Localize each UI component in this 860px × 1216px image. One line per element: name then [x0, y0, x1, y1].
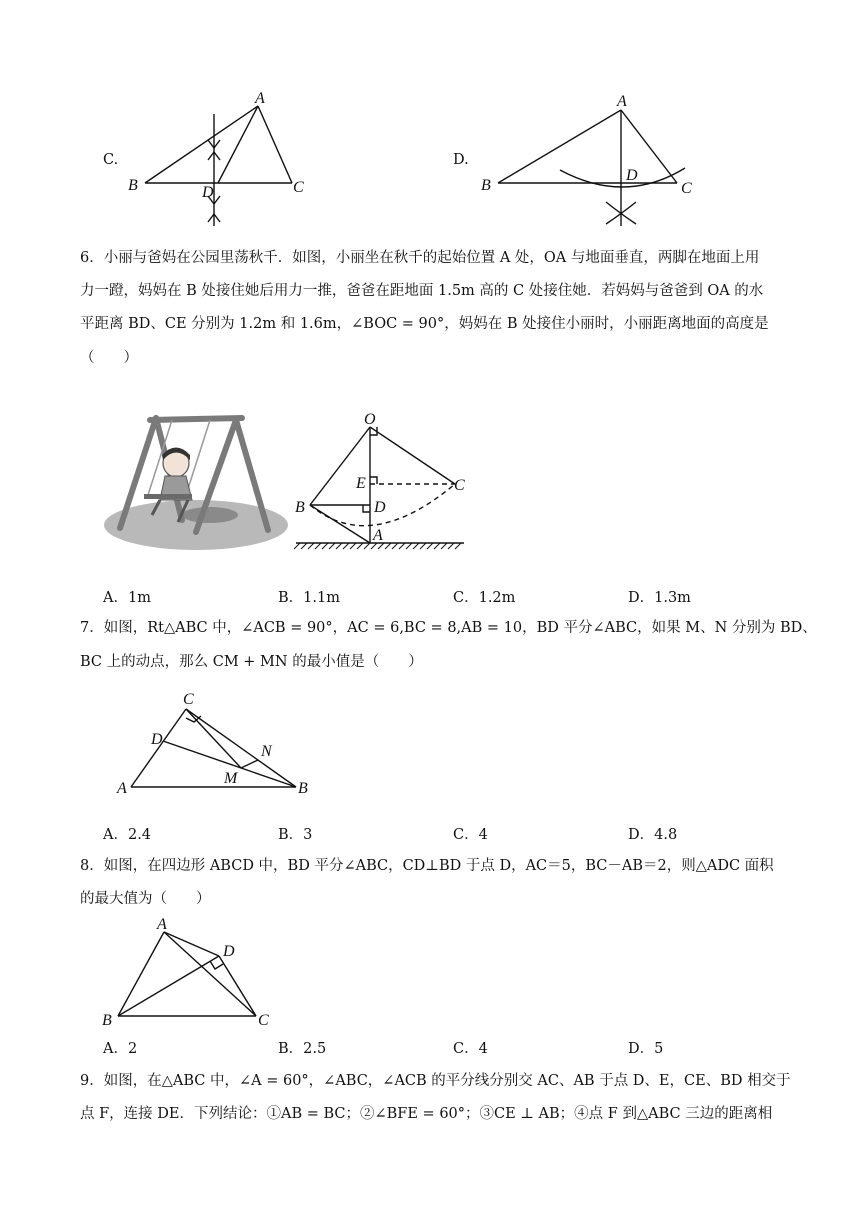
q9-text-line-1: 9．如图，在△ABC 中，∠A = 60°，∠ABC，∠ACB 的平分线分别交 AC、AB 于点 D、E，CE、BD 相交于: [80, 1073, 791, 1089]
q7-point-a: A: [117, 780, 127, 797]
q9-text-line-2: 点 F，连接 DE．下列结论：①AB = BC；②∠BFE = 60°；③CE ⊥ AB；④点 F 到△ABC 三边的距离相: [80, 1106, 773, 1122]
q5c-point-d: D: [202, 184, 214, 201]
q5d-point-c: C: [681, 180, 692, 197]
q8-point-d: D: [223, 943, 235, 960]
q6-text-line-3: 平距离 BD、CE 分别为 1.2m 和 1.6m，∠BOC = 90°，妈妈在 B 处接住小丽时，小丽距离地面的高度是: [80, 316, 769, 332]
q8-point-b: B: [102, 1012, 112, 1029]
q7-text-line-2: BC 上的动点，那么 CM + MN 的最小值是（ ）: [80, 654, 423, 670]
q8-point-c: C: [258, 1012, 269, 1029]
q7-point-m: M: [224, 770, 238, 787]
q7-text-line-1: 7．如图，Rt△ABC 中，∠ACB = 90°，AC = 6,BC = 8,AB = 10，BD 平分∠ABC，如果 M、N 分别为 BD、: [80, 620, 817, 636]
q6-point-d: D: [374, 499, 386, 516]
q7-point-d: D: [151, 731, 163, 748]
q5-option-c-label[interactable]: C.: [103, 152, 119, 168]
q5c-point-b: B: [128, 177, 138, 194]
q6-text-line-4: （ ）: [80, 350, 138, 366]
q7-option-c[interactable]: C．4: [453, 827, 488, 843]
q8-text-line-1: 8．如图，在四边形 ABCD 中，BD 平分∠ABC，CD⊥BD 于点 D，AC＝5，BC－AB＝2，则△ADC 面积: [80, 858, 774, 874]
q5c-point-c: C: [293, 179, 304, 196]
q6-option-c[interactable]: C．1.2m: [453, 590, 516, 606]
q6-option-d[interactable]: D．1.3m: [628, 590, 691, 606]
q6-text-line-2: 力一蹬，妈妈在 B 处接住她后用力一推，爸爸在距地面 1.5m 高的 C 处接住她．若妈妈与爸爸到 OA 的水: [80, 283, 764, 299]
q6-point-a: A: [373, 527, 383, 544]
q5d-point-b: B: [481, 177, 491, 194]
q8-option-d[interactable]: D．5: [628, 1041, 664, 1057]
q7-option-b[interactable]: B．3: [278, 827, 313, 843]
q8-option-a[interactable]: A．2: [103, 1041, 138, 1057]
q7-point-c: C: [183, 691, 194, 708]
q6-option-b[interactable]: B．1.1m: [278, 590, 340, 606]
q8-text-line-2: 的最大值为（ ）: [80, 891, 211, 907]
q6-text-line-1: 6．小丽与爸妈在公园里荡秋千．如图，小丽坐在秋千的起始位置 A 处，OA 与地面垂直，两脚在地面上用: [80, 250, 760, 266]
q5c-point-a: A: [255, 90, 265, 107]
q5d-point-a: A: [617, 93, 627, 110]
q8-option-c[interactable]: C．4: [453, 1041, 488, 1057]
q6-option-a[interactable]: A．1m: [103, 590, 151, 606]
q7-option-a[interactable]: A．2.4: [103, 827, 152, 843]
q7-option-d[interactable]: D．4.8: [628, 827, 678, 843]
q5d-point-d: D: [626, 167, 638, 184]
q5-option-d-label[interactable]: D.: [453, 152, 469, 168]
q8-option-b[interactable]: B．2.5: [278, 1041, 327, 1057]
q6-point-o: O: [364, 411, 376, 428]
q6-point-b: B: [295, 499, 305, 516]
q7-point-b: B: [298, 780, 308, 797]
q6-point-c: C: [454, 477, 465, 494]
q7-point-n: N: [261, 743, 272, 760]
q8-point-a: A: [157, 916, 167, 933]
q6-point-e: E: [356, 475, 366, 492]
